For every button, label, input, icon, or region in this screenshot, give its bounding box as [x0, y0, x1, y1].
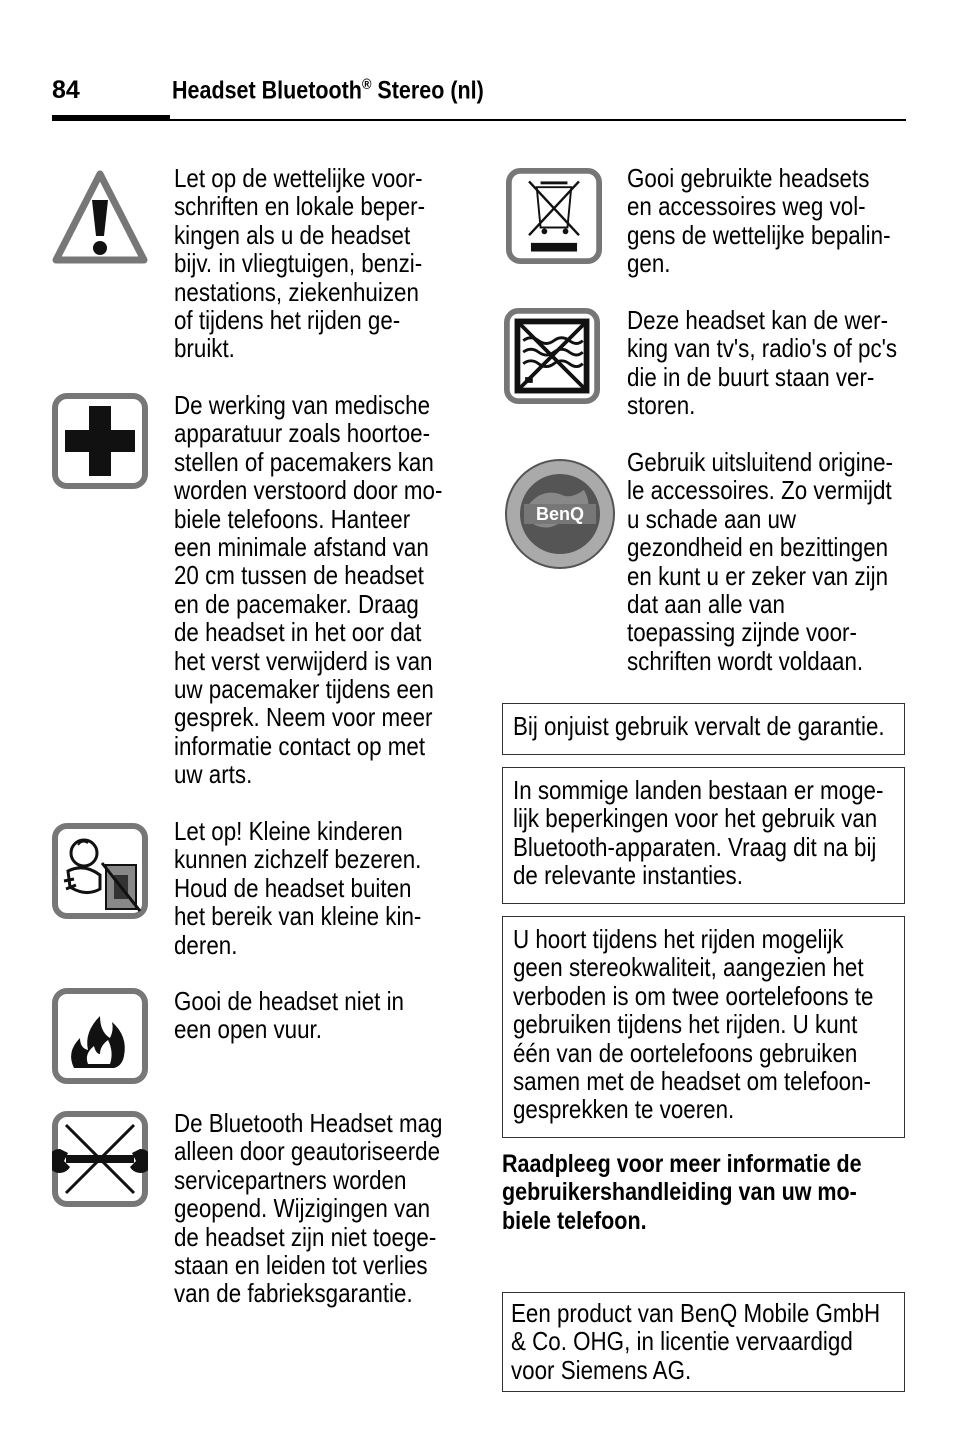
- text-line: samen met de headset om telefoon-: [513, 1065, 871, 1096]
- text-line: gebruiken tijdens het rijden. U kunt: [513, 1009, 858, 1040]
- text-line: alleen door geautoriseerde: [174, 1136, 441, 1167]
- tv-interference-icon: [504, 308, 600, 404]
- text-line: & Co. OHG, in licentie vervaardigd: [511, 1326, 853, 1357]
- text-line: bruikt.: [174, 333, 235, 364]
- text-line: u schade aan uw: [627, 503, 797, 534]
- text-line: geopend. Wijzigingen van: [174, 1193, 431, 1224]
- text-line: en accessoires weg vol-: [627, 191, 866, 222]
- text-line: apparatuur zoals hoortoe-: [174, 418, 431, 449]
- header-rule-thin: [170, 119, 906, 121]
- text-line: biele telefoon.: [502, 1206, 647, 1235]
- text-line: Bij onjuist gebruik vervalt de garantie.: [513, 711, 885, 741]
- text-line: de headset zijn niet toege-: [174, 1221, 437, 1252]
- text-line: nestations, ziekenhuizen: [174, 276, 419, 307]
- text-line: verboden is om twee oortelefoons te: [513, 980, 874, 1011]
- text-line: het verst verwijderd is van: [174, 645, 433, 676]
- title-suffix: Stereo (nl): [371, 76, 484, 105]
- text-line: Gooi de headset niet in: [174, 986, 404, 1016]
- text-medical: [174, 391, 486, 788]
- text-line: Bluetooth-apparaten. Vraag dit na bij: [513, 831, 877, 862]
- fire-icon: [52, 988, 148, 1084]
- text-line: bijv. in vliegtuigen, benzi-: [174, 248, 423, 279]
- text-line: gezondheid en bezittingen: [627, 532, 889, 563]
- text-line: gesprekken te voeren.: [513, 1094, 735, 1125]
- text-line: voor Siemens AG.: [511, 1354, 692, 1385]
- no-tools-icon: [52, 1111, 148, 1207]
- text-line: stellen of pacemakers kan: [174, 446, 434, 477]
- text-line: schriften wordt voldaan.: [627, 645, 864, 676]
- text-line: één van de oortelefoons gebruiken: [513, 1037, 858, 1068]
- text-line: Gooi gebruikte headsets: [627, 163, 870, 193]
- bold-note: [502, 1150, 920, 1235]
- text-line: Een product van BenQ Mobile GmbH: [511, 1298, 881, 1328]
- note-box-driving: [502, 916, 905, 1138]
- text-line: en kunt u er zeker van zijn: [627, 560, 889, 591]
- crossed-bin-icon: [506, 168, 602, 264]
- child-warning-icon: [52, 823, 148, 919]
- text-line: gesprek. Neem voor meer: [174, 702, 433, 733]
- registered-mark: ®: [361, 76, 372, 93]
- text-line: het bereik van kleine kin-: [174, 901, 422, 932]
- text-line: king van tv's, radio's of pc's: [627, 333, 898, 364]
- text-line: kunnen zichzelf bezeren.: [174, 844, 422, 875]
- warning-icon: [52, 168, 148, 264]
- manufacturer-box: [502, 1292, 905, 1392]
- text-line: en de pacemaker. Draag: [174, 588, 419, 619]
- note-box-bluetooth-restrictions: [502, 767, 905, 904]
- text-line: Deze headset kan de wer-: [627, 305, 889, 335]
- title-text: Headset Bluetooth: [172, 76, 362, 105]
- text-interference: [627, 306, 941, 420]
- text-line: De Bluetooth Headset mag: [174, 1108, 443, 1138]
- text-line: gens de wettelijke bepalin-: [627, 219, 891, 250]
- text-regulations: [174, 164, 466, 363]
- text-line: staan en leiden tot verlies: [174, 1249, 428, 1280]
- text-line: worden verstoord door mo-: [174, 475, 443, 506]
- note-box-warranty: [502, 703, 905, 755]
- text-line: uw arts.: [174, 759, 253, 790]
- text-fire: [174, 987, 441, 1044]
- text-line: le accessoires. Zo vermijdt: [627, 475, 892, 506]
- text-line: toepassing zijnde voor-: [627, 617, 857, 648]
- text-line: biele telefoons. Hanteer: [174, 503, 411, 534]
- text-line: deren.: [174, 929, 238, 960]
- page-title: [172, 76, 535, 105]
- text-line: dat aan alle van: [627, 588, 785, 619]
- text-line: 20 cm tussen de headset: [174, 560, 424, 591]
- text-line: geen stereokwaliteit, aangezien het: [513, 952, 864, 983]
- header-rule-thick: [52, 115, 170, 121]
- text-line: De werking van medische: [174, 390, 431, 420]
- text-disposal: [627, 164, 933, 278]
- text-line: van de fabrieksgarantie.: [174, 1278, 413, 1309]
- text-line: Houd de headset buiten: [174, 872, 412, 903]
- text-line: gen.: [627, 248, 671, 279]
- page-number: 84: [52, 76, 80, 104]
- text-line: of tijdens het rijden ge-: [174, 304, 401, 335]
- text-line: kingen als u de headset: [174, 219, 411, 250]
- text-line: de headset in het oor dat: [174, 617, 422, 648]
- text-line: die in de buurt staan ver-: [627, 361, 875, 392]
- text-accessories: [627, 448, 936, 675]
- text-line: U hoort tijdens het rijden mogelijk: [513, 924, 844, 954]
- text-line: schriften en lokale beper-: [174, 191, 426, 222]
- text-line: Let op de wettelijke voor-: [174, 163, 423, 193]
- seal-brand: BenQ: [535, 504, 585, 524]
- text-line: servicepartners worden: [174, 1164, 407, 1195]
- text-line: informatie contact op met: [174, 730, 426, 761]
- text-children: [174, 817, 462, 959]
- text-line: uw pacemaker tijdens een: [174, 673, 434, 704]
- page-header: [52, 72, 906, 120]
- text-line: gebruikershandleiding van uw mo-: [502, 1178, 857, 1207]
- text-line: In sommige landen bestaan er moge-: [513, 775, 884, 805]
- benq-seal-icon: [504, 458, 616, 570]
- text-line: Let op! Kleine kinderen: [174, 816, 403, 846]
- text-service: [174, 1109, 486, 1308]
- text-line: de relevante instanties.: [513, 860, 743, 891]
- medical-cross-icon: [52, 393, 148, 489]
- text-line: Raadpleeg voor meer informatie de: [502, 1150, 862, 1178]
- text-line: Gebruik uitsluitend origine-: [627, 447, 893, 477]
- text-line: een open vuur.: [174, 1014, 322, 1045]
- text-line: lijk beperkingen voor het gebruik van: [513, 803, 878, 834]
- text-line: storen.: [627, 390, 696, 421]
- text-line: een minimale afstand van: [174, 531, 429, 562]
